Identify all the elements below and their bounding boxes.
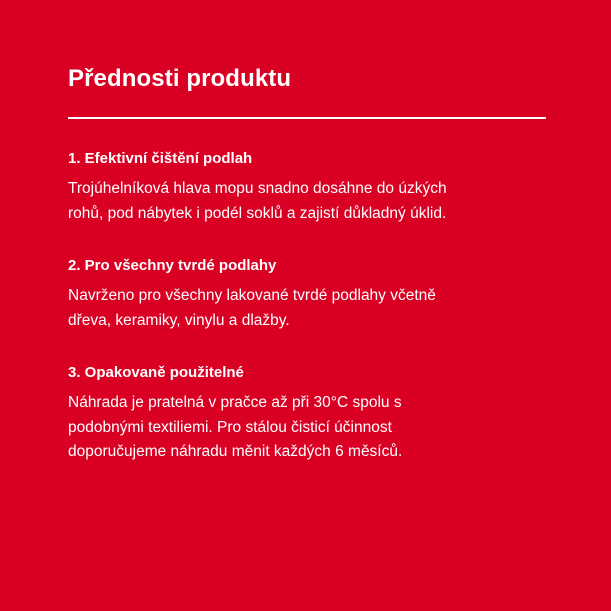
benefit-description xyxy=(68,177,548,226)
title-divider xyxy=(68,117,546,119)
benefit-description xyxy=(68,284,548,333)
benefit-item-hard-floors xyxy=(68,256,548,333)
benefit-description-line: rohů, pod nábytek i podél soklů a zajistí důkladný úklid. xyxy=(68,204,447,222)
page-title: Přednosti produktu xyxy=(68,65,292,92)
benefit-item-cleaning xyxy=(68,149,548,226)
benefit-heading: 3. Opakovaně použitelné xyxy=(68,364,244,381)
benefit-heading: 2. Pro všechny tvrdé podlahy xyxy=(68,257,277,274)
benefit-description-line: dřeva, keramiky, vinylu a dlažby. xyxy=(68,311,290,329)
benefit-description-line: podobnými textiliemi. Pro stálou čisticí účinnost xyxy=(68,418,392,436)
benefit-description-line: Trojúhelníková hlava mopu snadno dosáhne do úzkých xyxy=(68,180,447,197)
benefit-description-line: Náhrada je pratelná v pračce až při 30°C spolu s xyxy=(68,394,402,411)
benefit-item-reusable xyxy=(68,363,548,465)
benefit-description xyxy=(68,391,548,465)
benefit-description-line: Navrženo pro všechny lakované tvrdé podlahy včetně xyxy=(68,287,436,304)
benefit-heading: 1. Efektivní čištění podlah xyxy=(68,150,253,167)
benefit-description-line: doporučujeme náhradu měnit každých 6 měsíců. xyxy=(68,443,403,460)
